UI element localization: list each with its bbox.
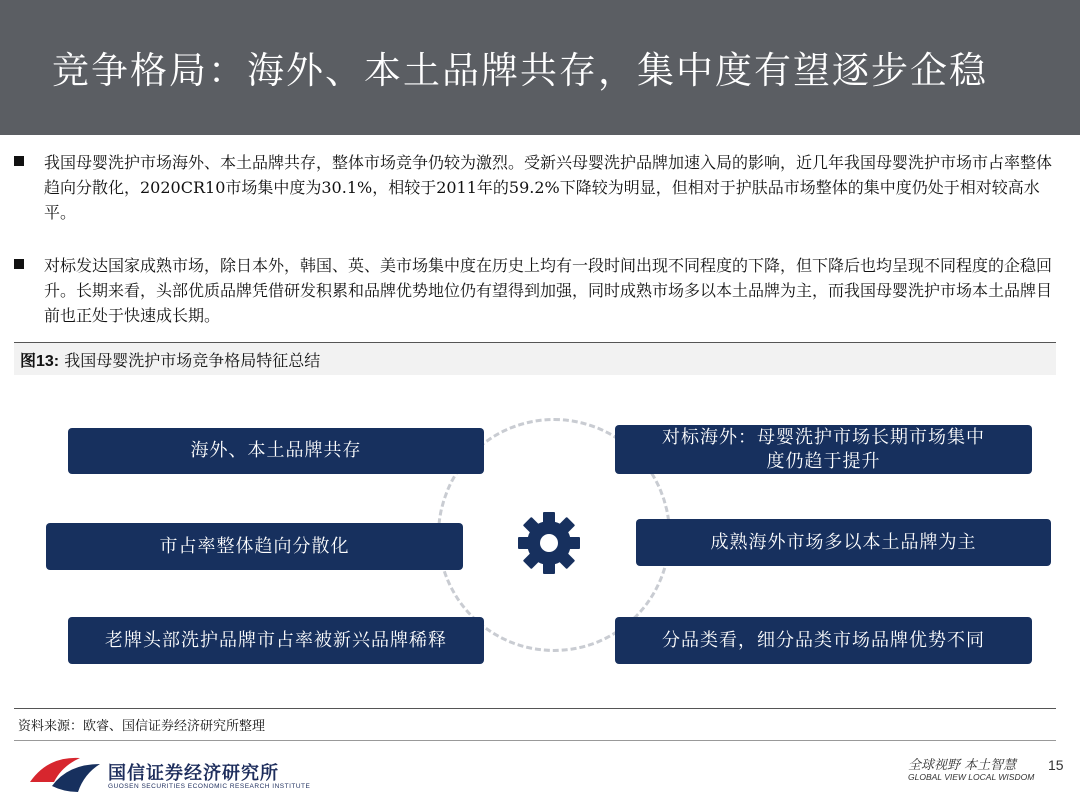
- bullet-item-2: [14, 253, 1054, 328]
- feature-box-right-2: 成熟海外市场多以本土品牌为主: [636, 519, 1051, 566]
- feature-box-left-3: 老牌头部洗护品牌市占率被新兴品牌稀释: [68, 617, 484, 664]
- footer-divider: [14, 740, 1056, 741]
- figure-caption: 我国母婴洗护市场竞争格局特征总结: [64, 351, 321, 370]
- bullet-item-1: [14, 150, 1054, 225]
- org-name: 国信证券经济研究所: [108, 763, 279, 783]
- figure-title-bar: [14, 342, 1056, 375]
- source-divider: [14, 708, 1056, 709]
- feature-box-left-1: 海外、本土品牌共存: [68, 428, 484, 474]
- feature-box-left-2: 市占率整体趋向分散化: [46, 523, 463, 570]
- org-name-en: GUOSEN SECURITIES ECONOMIC RESEARCH INSTITUTE: [108, 783, 311, 790]
- bullet-text: 我国母婴洗护市场海外、本土品牌共存，整体市场竞争仍较为激烈。受新兴母婴洗护品牌加速入局的影响，近几年我国母婴洗护市场市占率整体趋向分散化，2020CR10市场集中度为30.1%，相较于2011年的59.2%下降较为明显，但相对于护肤品市场整体的集中度仍处于相对较高水平。: [44, 153, 1053, 222]
- guosen-logo: [28, 752, 102, 796]
- feature-box-right-1: 对标海外：母婴洗护市场长期市场集中度仍趋于提升: [615, 425, 1032, 474]
- figure-title: [20, 348, 320, 371]
- bullet-text: 对标发达国家成熟市场，除日本外，韩国、英、美市场集中度在历史上均有一段时间出现不同程度的下降，但下降后也均呈现不同程度的企稳回升。长期来看，头部优质品牌凭借研发积累和品牌优势地位仍有望得到加强，同时成熟市场多以本土品牌为主，而我国母婴洗护市场本土品牌目前也正处于快速成长期。: [44, 256, 1053, 325]
- slogan: 全球视野 本土智慧: [908, 758, 1017, 773]
- square-bullet-icon: [14, 156, 24, 166]
- square-bullet-icon: [14, 259, 24, 269]
- figure-label: 图13:: [20, 353, 60, 370]
- feature-box-right-3: 分品类看，细分品类市场品牌优势不同: [615, 617, 1032, 664]
- slogan-en: GLOBAL VIEW LOCAL WISDOM: [908, 772, 1035, 782]
- page-number: 15: [1048, 757, 1064, 773]
- page-title: 竞争格局：海外、本土品牌共存，集中度有望逐步企稳: [52, 49, 988, 92]
- source-note: 资料来源：欧睿、国信证券经济研究所整理: [18, 719, 266, 734]
- header-bar: [0, 0, 1080, 135]
- gear-icon: [516, 510, 582, 576]
